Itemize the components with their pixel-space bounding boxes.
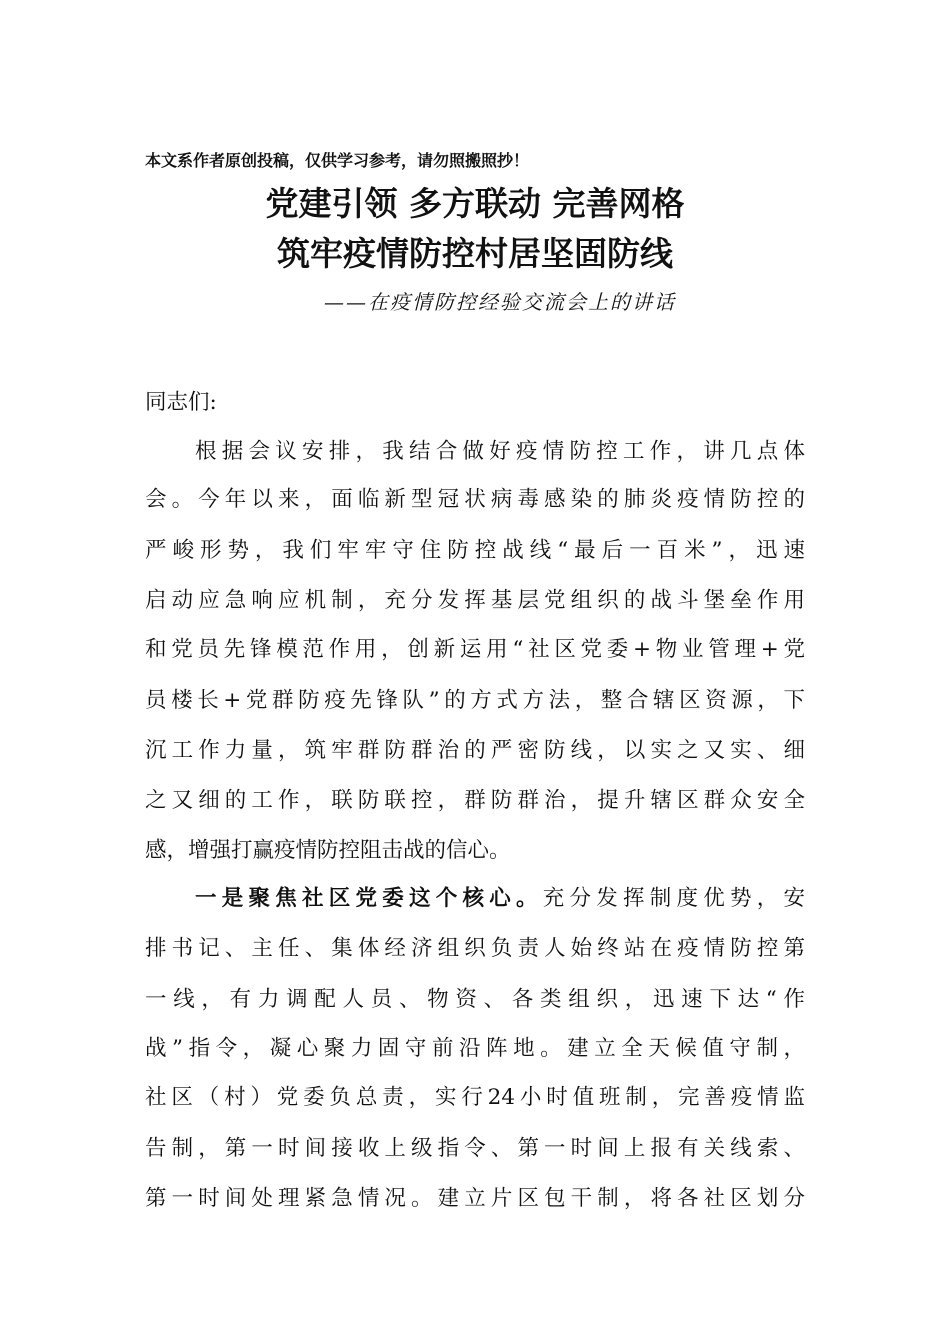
paragraph-1-line: 沉工作力量，筑牢群防群治的严密防线，以实之又实、细 bbox=[145, 738, 805, 763]
paragraph-2-line: 排书记、主任、集体经济组织负责人始终站在疫情防控第 bbox=[145, 936, 805, 961]
paragraph-1-line: 员楼长+党群防疫先锋队”的方式方法，整合辖区资源，下 bbox=[145, 688, 805, 713]
title-line-1: 党建引领 多方联动 完善网格 bbox=[265, 184, 685, 223]
paragraph-2-line: 战”指令，凝心聚力固守前沿阵地。建立全天候值守制， bbox=[145, 1036, 805, 1061]
title-line-2: 筑牢疫情防控村居坚固防线 bbox=[277, 234, 673, 273]
paragraph-1-line: 会。今年以来，面临新型冠状病毒感染的肺炎疫情防控的 bbox=[145, 487, 805, 512]
section-heading-lead: 一是聚焦社区党委这个核心。 bbox=[195, 886, 543, 911]
paragraph-1-line: 和党员先锋模范作用，创新运用“社区党委+物业管理+党 bbox=[145, 637, 805, 662]
paragraph-1-line: 根据会议安排，我结合做好疫情防控工作，讲几点体 bbox=[195, 439, 805, 464]
paragraph-2-first-rest: 充分发挥制度优势，安 bbox=[542, 886, 805, 911]
paragraph-1-line: 感，增强打赢疫情防控阻击战的信心。 bbox=[145, 838, 511, 863]
paragraph-2-line: 一线，有力调配人员、物资、各类组织，迅速下达“作 bbox=[145, 987, 805, 1012]
copyright-notice: 本文系作者原创投稿，仅供学习参考，请勿照搬照抄！ bbox=[145, 151, 530, 170]
paragraph-1-line: 之又细的工作，联防联控，群防群治，提升辖区群众安全 bbox=[145, 788, 805, 813]
paragraph-2-line: 第一时间处理紧急情况。建立片区包干制，将各社区划分 bbox=[145, 1186, 805, 1211]
paragraph-2-first-line bbox=[195, 884, 805, 914]
subtitle: ——在疫情防控经验交流会上的讲话 bbox=[324, 290, 676, 314]
paragraph-2-line: 告制，第一时间接收上级指令、第一时间上报有关线索、 bbox=[145, 1136, 805, 1161]
paragraph-1-line: 启动应急响应机制，充分发挥基层党组织的战斗堡垒作用 bbox=[145, 588, 805, 613]
paragraph-2-line: 社区（村）党委负总责，实行24小时值班制，完善疫情监 bbox=[145, 1085, 805, 1110]
salutation: 同志们: bbox=[145, 390, 217, 415]
paragraph-1-line: 严峻形势，我们牢牢守住防控战线“最后一百米”，迅速 bbox=[145, 538, 805, 563]
